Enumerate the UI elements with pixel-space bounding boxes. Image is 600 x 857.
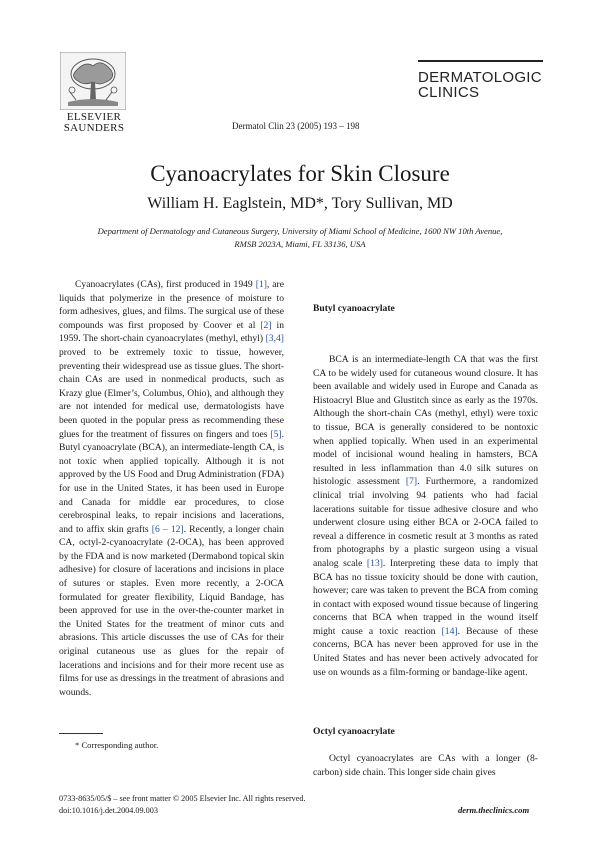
body-text: , are liquids that polymerize in the presence of moisture to form adhesives, glues, and films. The surgical use of these compounds was first proposed by Coover et al bbox=[59, 279, 284, 331]
body-text: . Interpreting these data to imply that BCA has no tissue toxicity should be done with caution, however; care was taken to prevent the BCA from coming in contact with exposed wound tissue because of lingering concerns that BCA when trapped in the wound itself might cause a toxic reaction bbox=[313, 557, 539, 637]
affiliation-line-1: Department of Dermatology and Cutaneous Surgery, University of Miami School of Medicine, 1600 NW 10th Avenue, bbox=[97, 226, 503, 236]
citation-link[interactable]: [2] bbox=[260, 319, 272, 331]
octyl-paragraph bbox=[313, 752, 538, 779]
citation-link[interactable]: [1] bbox=[255, 279, 267, 290]
right-column-continued bbox=[313, 752, 538, 779]
elsevier-tree-logo bbox=[60, 52, 126, 110]
right-column bbox=[313, 353, 538, 679]
intro-paragraph bbox=[59, 278, 284, 699]
citation-link[interactable]: [7] bbox=[405, 476, 418, 488]
footnote-rule bbox=[59, 733, 103, 734]
body-text: . Recently, a longer chain CA, octyl-2-cyanoacrylate (2-OCA), has been approved by the FDA and is now marketed (Dermabond topical skin adhesive) for closure of lacerations and incisions in place of sutures or staples. Even more recently, a 2-OCA formulated for greater flexibility, Liquid Bandage, has been approved for use in the over-the-counter market in the United States for the treatment of minor cuts and abrasions. This article discusses the use of CAs for their original cutaneous use as glues for the repair of lacerations and incisions and for their more recent use as films for use as dressings in the treatment of abrasions and wounds. bbox=[59, 523, 284, 698]
section-heading-octyl: Octyl cyanoacrylate bbox=[313, 726, 395, 737]
body-text: . Furthermore, a randomized clinical trial involving 94 patients who had facial lacerations suitable for tissue adhesive closure and who underwent closure using either BCA or 2-OCA failed to reveal a difference in cosmetic result at 3 months as rated from photographs by a plastic surgeon using a visual analog scale bbox=[313, 476, 538, 569]
publisher-name bbox=[44, 112, 144, 134]
citation-link[interactable]: [13] bbox=[366, 557, 383, 569]
publisher-line-1: ELSEVIER bbox=[66, 111, 122, 123]
affiliation-line-2: RMSB 2023A, Miami, FL 33136, USA bbox=[234, 239, 366, 249]
body-text: Octyl cyanoacrylates are CAs with a longer (8-carbon) side chain. This longer side chain gives bbox=[313, 753, 538, 778]
citation-link[interactable]: [14] bbox=[441, 625, 458, 637]
doi-link[interactable]: doi:10.1016/j.det.2004.09.003 bbox=[59, 805, 158, 815]
journal-reference: Dermatol Clin 23 (2005) 193 – 198 bbox=[232, 121, 360, 131]
corresponding-author-footnote: * Corresponding author. bbox=[75, 740, 159, 750]
citation-link[interactable]: [5] bbox=[270, 428, 282, 440]
citation-link[interactable]: [3,4] bbox=[265, 333, 284, 345]
body-text: BCA is an intermediate-length CA that was the first CA to be widely used for cutaneous wound closure. It has been available and widely used in Europe and Canada as Histoacryl Blue and Glustitch since as early as the 1970s. Although the short-chain CAs (methyl, ethyl) were toxic to tissue, BCA is generally considered to be nontoxic when applied topically. When used in an experimental model of incisional wound healing in hamsters, BCA resulted in less inflammation than 4.0 silk sutures on histologic assessment bbox=[313, 354, 538, 488]
brand-rule bbox=[418, 60, 543, 62]
journal-website-link[interactable]: derm.theclinics.com bbox=[458, 805, 530, 815]
brand-line-1: DERMATOLOGIC bbox=[418, 69, 542, 86]
body-text: Cyanoacrylates (CAs), first produced in 1949 bbox=[75, 279, 256, 290]
citation-link[interactable]: [6 – 12] bbox=[151, 523, 184, 535]
publisher-line-2: SAUNDERS bbox=[63, 122, 125, 134]
article-authors: William H. Eaglstein, MD*, Tory Sullivan, MD bbox=[147, 195, 453, 212]
brand-line-2: CLINICS bbox=[418, 84, 480, 101]
body-text: . Butyl cyanoacrylate (BCA), an intermediate-length CA, is not toxic when applied topically. Although it is not approved by the US Food and Drug Administration (FDA) for use in the United States, it has been used in Europe and Canada for middle ear procedures, to close cerebrospinal leaks, to repair incisions and lacerations, and to affix skin grafts bbox=[59, 428, 284, 535]
section-heading-butyl: Butyl cyanoacrylate bbox=[313, 303, 395, 314]
butyl-paragraph bbox=[313, 353, 538, 679]
author-affiliation bbox=[60, 225, 540, 251]
journal-brand bbox=[418, 70, 542, 100]
body-text: in 1959. The short-chain cyanoacrylates (methyl, ethyl) bbox=[59, 319, 284, 345]
footer-copyright bbox=[59, 793, 306, 817]
body-text: proved to be extremely toxic to tissue, however, preventing their widespread use as tissue glues. The short-chain CAs are used in nonmedical products, such as Krazy glue (Elmer’s, Columbus, Ohio), and although they are not intended for medical use, dermatologists have been quoted in the popular press as recommending these glues for the treatment of fissures on fingers and toes bbox=[59, 346, 284, 440]
left-column bbox=[59, 278, 284, 699]
article-title: Cyanoacrylates for Skin Closure bbox=[150, 161, 450, 186]
issn-line: 0733-8635/05/$ – see front matter © 2005 Elsevier Inc. All rights reserved. bbox=[59, 794, 306, 803]
body-text: . Because of these concerns, BCA has never been approved for use in the United States and has never been actively advocated for use on wounds as a film-forming or bandage-like agent. bbox=[313, 625, 538, 678]
